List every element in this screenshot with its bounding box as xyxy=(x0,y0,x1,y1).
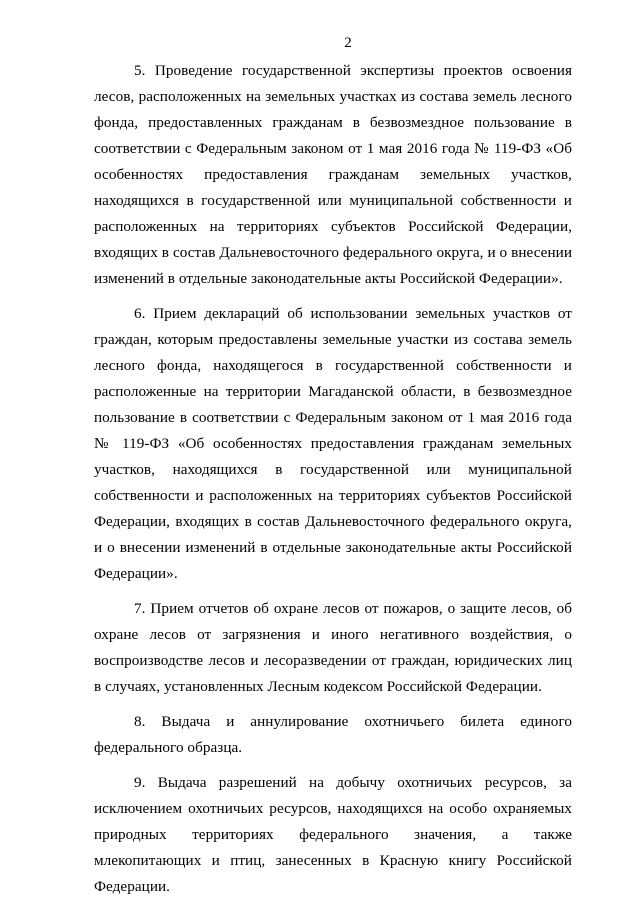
paragraph-item-5: 5. Проведение государственной экспертизы проектов освоения лесов, расположенных на земельных участках из состава земель лесного фонда, предоставленных гражданам в безвозмездное пользование в соответствии с Федеральным законом от 1 мая 2016 года № 119-ФЗ «Об особенностях предоставления гражданам земельных участков, находящихся в государственной или муниципальной собственности и расположенных на территориях субъектов Российской Федерации, входящих в состав Дальневосточного федерального округа, и о внесении изменений в отдельные законодательные акты Российской Федерации». xyxy=(94,62,572,287)
paragraph-item-8: 8. Выдача и аннулирование охотничьего билета единого федерального образца. xyxy=(94,713,572,756)
page-number: 2 xyxy=(344,35,352,51)
paragraph-item-9: 9. Выдача разрешений на добычу охотничьих ресурсов, за исключением охотничьих ресурсов, находящихся на особо охраняемых природных территориях федерального значения, а также млекопитающих и птиц, занесенных в Красную книгу Российской Федерации. xyxy=(94,774,572,895)
paragraph-item-7: 7. Прием отчетов об охране лесов от пожаров, о защите лесов, об охране лесов от загрязнения и иного негативного воздействия, о воспроизводстве лесов и лесоразведении от граждан, юридических лиц в случаях, установленных Лесным кодексом Российской Федерации. xyxy=(94,600,572,695)
paragraph-item-6: 6. Прием деклараций об использовании земельных участков от граждан, которым предоставлены земельные участки из состава земель лесного фонда, находящегося в государственной собственности и расположенные на территории Магаданской области, в безвозмездное пользование в соответствии с Федеральным законом от 1 мая 2016 года № 119-ФЗ «Об особенностях предоставления гражданам земельных участков, находящихся в государственной или муниципальной собственности и расположенных на территориях субъектов Российской Федерации, входящих в состав Дальневосточного федерального округа, и о внесении изменений в отдельные законодательные акты Российской Федерации». xyxy=(94,305,572,582)
